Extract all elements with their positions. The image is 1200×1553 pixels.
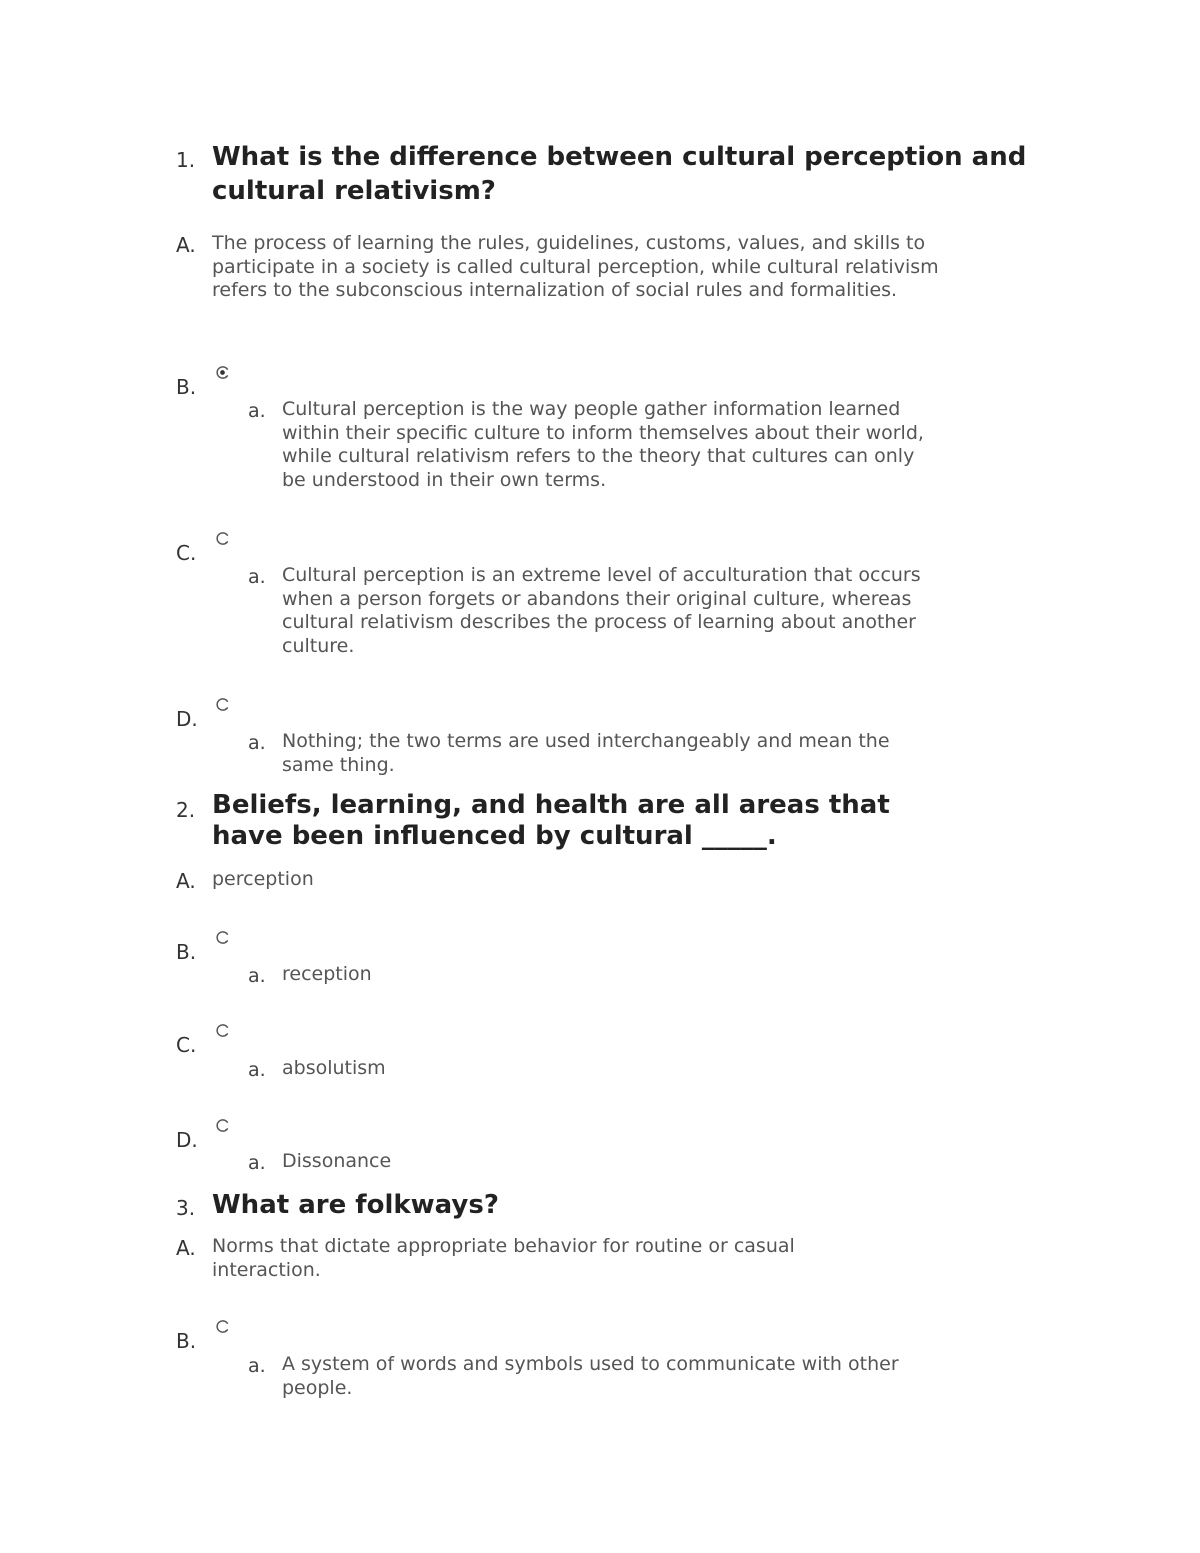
radio-unselected-icon[interactable] [215, 1023, 230, 1038]
radio-unselected-icon[interactable] [215, 697, 230, 712]
option-text: Dissonance [282, 1150, 392, 1172]
question-text: What is the difference between cultural perception and cultural relativism? [212, 142, 1027, 206]
option-letter: B. [176, 940, 197, 964]
option-letter: B. [176, 375, 197, 399]
question-text: Beliefs, learning, and health are all areas that have been influenced by cultural _____. [212, 790, 890, 851]
question-text: What are folkways? [212, 1190, 499, 1220]
option-text: Norms that dictate appropriate behavior for routine or casual interaction. [212, 1235, 795, 1281]
option-letter: C. [176, 1033, 197, 1057]
option-text: The process of learning the rules, guidelines, customs, values, and skills to participate in a society is called cultural perception, while cultural relativism refers to the subconscious internalization of social rules and formalities. [212, 232, 939, 302]
option-text: perception [212, 868, 314, 890]
sub-option-letter: a. [248, 566, 266, 588]
option-letter: D. [176, 1128, 198, 1152]
option-letter: A. [176, 233, 196, 257]
option-text: Nothing; the two terms are used interchangeably and mean the same thing. [282, 730, 890, 776]
option-text: Cultural perception is an extreme level of acculturation that occurs when a person forgets or abandons their original culture, whereas cultural relativism describes the process of learning about another culture. [282, 564, 921, 657]
option-letter: C. [176, 541, 197, 565]
option-text: absolutism [282, 1057, 386, 1079]
sub-option-letter: a. [248, 732, 266, 754]
sub-option-letter: a. [248, 400, 266, 422]
radio-unselected-icon[interactable] [215, 1118, 230, 1133]
option-letter: A. [176, 1236, 196, 1260]
radio-unselected-icon[interactable] [215, 930, 230, 945]
question-number: 2. [176, 798, 196, 822]
radio-selected-icon[interactable] [215, 365, 230, 380]
sub-option-letter: a. [248, 1355, 266, 1377]
option-letter: A. [176, 869, 196, 893]
option-text: Cultural perception is the way people gather information learned within their specific culture to inform themselves about their world, while cultural relativism refers to the theory that cultures can only be understood in their own terms. [282, 398, 924, 491]
option-letter: B. [176, 1329, 197, 1353]
sub-option-letter: a. [248, 1059, 266, 1081]
option-letter: D. [176, 707, 198, 731]
question-number: 1. [176, 148, 196, 172]
radio-unselected-icon[interactable] [215, 531, 230, 546]
radio-unselected-icon[interactable] [215, 1319, 230, 1334]
option-text: A system of words and symbols used to communicate with other people. [282, 1353, 899, 1399]
option-text: reception [282, 963, 372, 985]
question-number: 3. [176, 1196, 196, 1220]
sub-option-letter: a. [248, 965, 266, 987]
sub-option-letter: a. [248, 1152, 266, 1174]
